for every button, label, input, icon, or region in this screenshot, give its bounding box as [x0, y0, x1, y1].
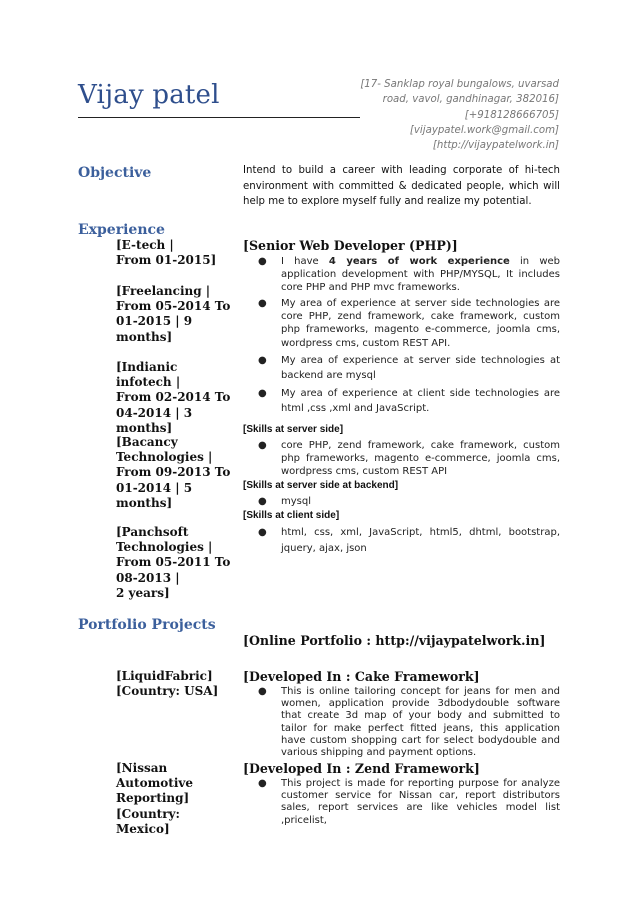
- project-nissan: [116, 761, 236, 837]
- bullet-icon: ●: [258, 686, 267, 697]
- job-line: [Panchsoft: [116, 525, 189, 539]
- job-line: From 05-2011 To: [116, 555, 231, 570]
- job-indianic: [116, 360, 232, 436]
- job-line: [Freelancing |: [116, 284, 211, 298]
- role-bullet-list: [243, 255, 560, 419]
- job-line: 2 years]: [116, 585, 170, 600]
- role-title: [Senior Web Developer (PHP)]: [243, 238, 458, 253]
- job-line: From 01-2015]: [116, 253, 217, 268]
- job-line: 01-2014 | 5: [116, 480, 193, 495]
- objective-text: Intend to build a career with leading corporate of hi-tech environment with committed & dedicated people, which will help me to explore myself fully and realize my potential.: [243, 165, 560, 208]
- job-line: From 05-2014 To: [116, 299, 231, 314]
- project-heading: [Developed In : Cake Framework]: [243, 669, 480, 684]
- bullet-text: My area of experience at server side technologies at backend are mysql: [281, 354, 560, 381]
- bullet-icon: ●: [258, 527, 267, 538]
- project-bullet-list: [243, 778, 560, 830]
- project-liquidfabric: [116, 669, 236, 699]
- skills-backend-label: [Skills at server side at backend]: [243, 480, 399, 491]
- contact-email[interactable]: [vijaypatel.work@gmail.com]: [409, 124, 559, 136]
- skills-client-list: [243, 525, 560, 559]
- skills-server-label: [Skills at server side]: [243, 424, 344, 435]
- contact-block: [299, 77, 559, 153]
- bullet-text: This is online tailoring concept for jeans for men and women, application provide 3dbodydouble software that create 3d map of your body and submitted to tailor for make perfect fitted jeans, this application have custom shopping cart for select bodydouble and various shipping and payment options.: [281, 686, 560, 759]
- skills-client-label: [Skills at client side]: [243, 510, 340, 521]
- job-line: [Bacancy: [116, 435, 178, 449]
- list-item: [243, 495, 560, 508]
- experience-heading: Experience: [78, 222, 165, 238]
- bullet-icon: ●: [258, 440, 267, 451]
- job-line: months]: [116, 420, 173, 435]
- objective-heading: Objective: [78, 165, 152, 181]
- list-item: [243, 386, 560, 416]
- bullet-icon: ●: [258, 387, 267, 399]
- job-etech: [116, 238, 232, 268]
- list-item: [243, 778, 560, 827]
- project-line: [Country: Mexico]: [116, 806, 180, 836]
- job-line: [E-tech |: [116, 238, 174, 252]
- job-line: Technologies |: [116, 540, 213, 555]
- list-item: [243, 297, 560, 349]
- job-line: [Indianic infotech |: [116, 360, 181, 390]
- job-bacancy: [116, 435, 232, 511]
- list-item: [243, 525, 560, 556]
- skills-backend-list: [243, 495, 560, 511]
- list-item: [243, 439, 560, 478]
- contact-website[interactable]: [http://vijaypatelwork.in]: [432, 140, 559, 152]
- job-line: 01-2015 | 9: [116, 314, 193, 329]
- job-line: From 09-2013 To: [116, 465, 231, 480]
- list-item: [243, 255, 560, 294]
- project-line: [Country: USA]: [116, 684, 219, 699]
- contact-phone: [+918128666705]: [464, 109, 559, 121]
- project-line: Automotive: [116, 776, 193, 791]
- bullet-icon: ●: [258, 778, 267, 789]
- job-line: 04-2014 | 3: [116, 405, 193, 420]
- portfolio-heading: Portfolio Projects: [78, 617, 216, 633]
- contact-address-line1: [17- Sanklap royal bungalows, uvarsad: [360, 79, 559, 90]
- bullet-text: My area of experience at client side technologies are html ,css ,xml and JavaScript.: [281, 387, 560, 414]
- project-line: Reporting]: [116, 791, 190, 806]
- job-line: months]: [116, 329, 173, 344]
- bullet-text: This project is made for reporting purpose for analyze customer service for Nissan car, report distributors sales, report services are like vehicles model list ,pricelist,: [281, 778, 560, 826]
- online-portfolio-link[interactable]: [Online Portfolio : http://vijaypatelwork.in]: [243, 633, 546, 648]
- job-line: months]: [116, 495, 173, 510]
- job-panchsoft: [116, 525, 232, 601]
- skills-server-list: [243, 439, 560, 481]
- bullet-text: core PHP, zend framework, cake framework, custom php frameworks, magento e-commerce, joomla cms, wordpress cms, custom REST API: [281, 440, 560, 478]
- bullet-icon: ●: [258, 354, 267, 366]
- candidate-name: Vijay patel: [78, 80, 220, 110]
- job-line: Technologies |: [116, 450, 213, 465]
- project-line: [LiquidFabric]: [116, 669, 213, 683]
- bullet-text: in web application development with PHP/MYSQL, It includes core PHP and PHP mvc frameworks.: [281, 256, 560, 294]
- bullet-text: I have: [281, 256, 329, 267]
- bullet-text: html, css, xml, JavaScript, html5, dhtml, bootstrap, jquery, ajax, json: [281, 527, 560, 554]
- project-heading: [Developed In : Zend Framework]: [243, 761, 480, 776]
- bullet-bold-text: 4 years of work experience: [328, 256, 510, 267]
- job-line: From 02-2014 To: [116, 390, 231, 405]
- job-freelancing: [116, 284, 232, 345]
- bullet-text: mysql: [281, 496, 311, 507]
- bullet-text: My area of experience at server side technologies are core PHP, zend framework, cake framework, custom php frameworks, magento e-commerce, joomla cms, wordpress cms, custom REST API.: [281, 298, 560, 349]
- job-line: 08-2013 |: [116, 570, 180, 585]
- list-item: [243, 686, 560, 759]
- bullet-icon: ●: [258, 298, 267, 310]
- bullet-icon: ●: [258, 256, 267, 267]
- project-bullet-list: [243, 686, 560, 762]
- list-item: [243, 353, 560, 383]
- contact-address-line2: road, vavol, gandhinagar, 382016]: [382, 94, 559, 106]
- bullet-icon: ●: [258, 496, 267, 507]
- project-line: [Nissan: [116, 761, 168, 775]
